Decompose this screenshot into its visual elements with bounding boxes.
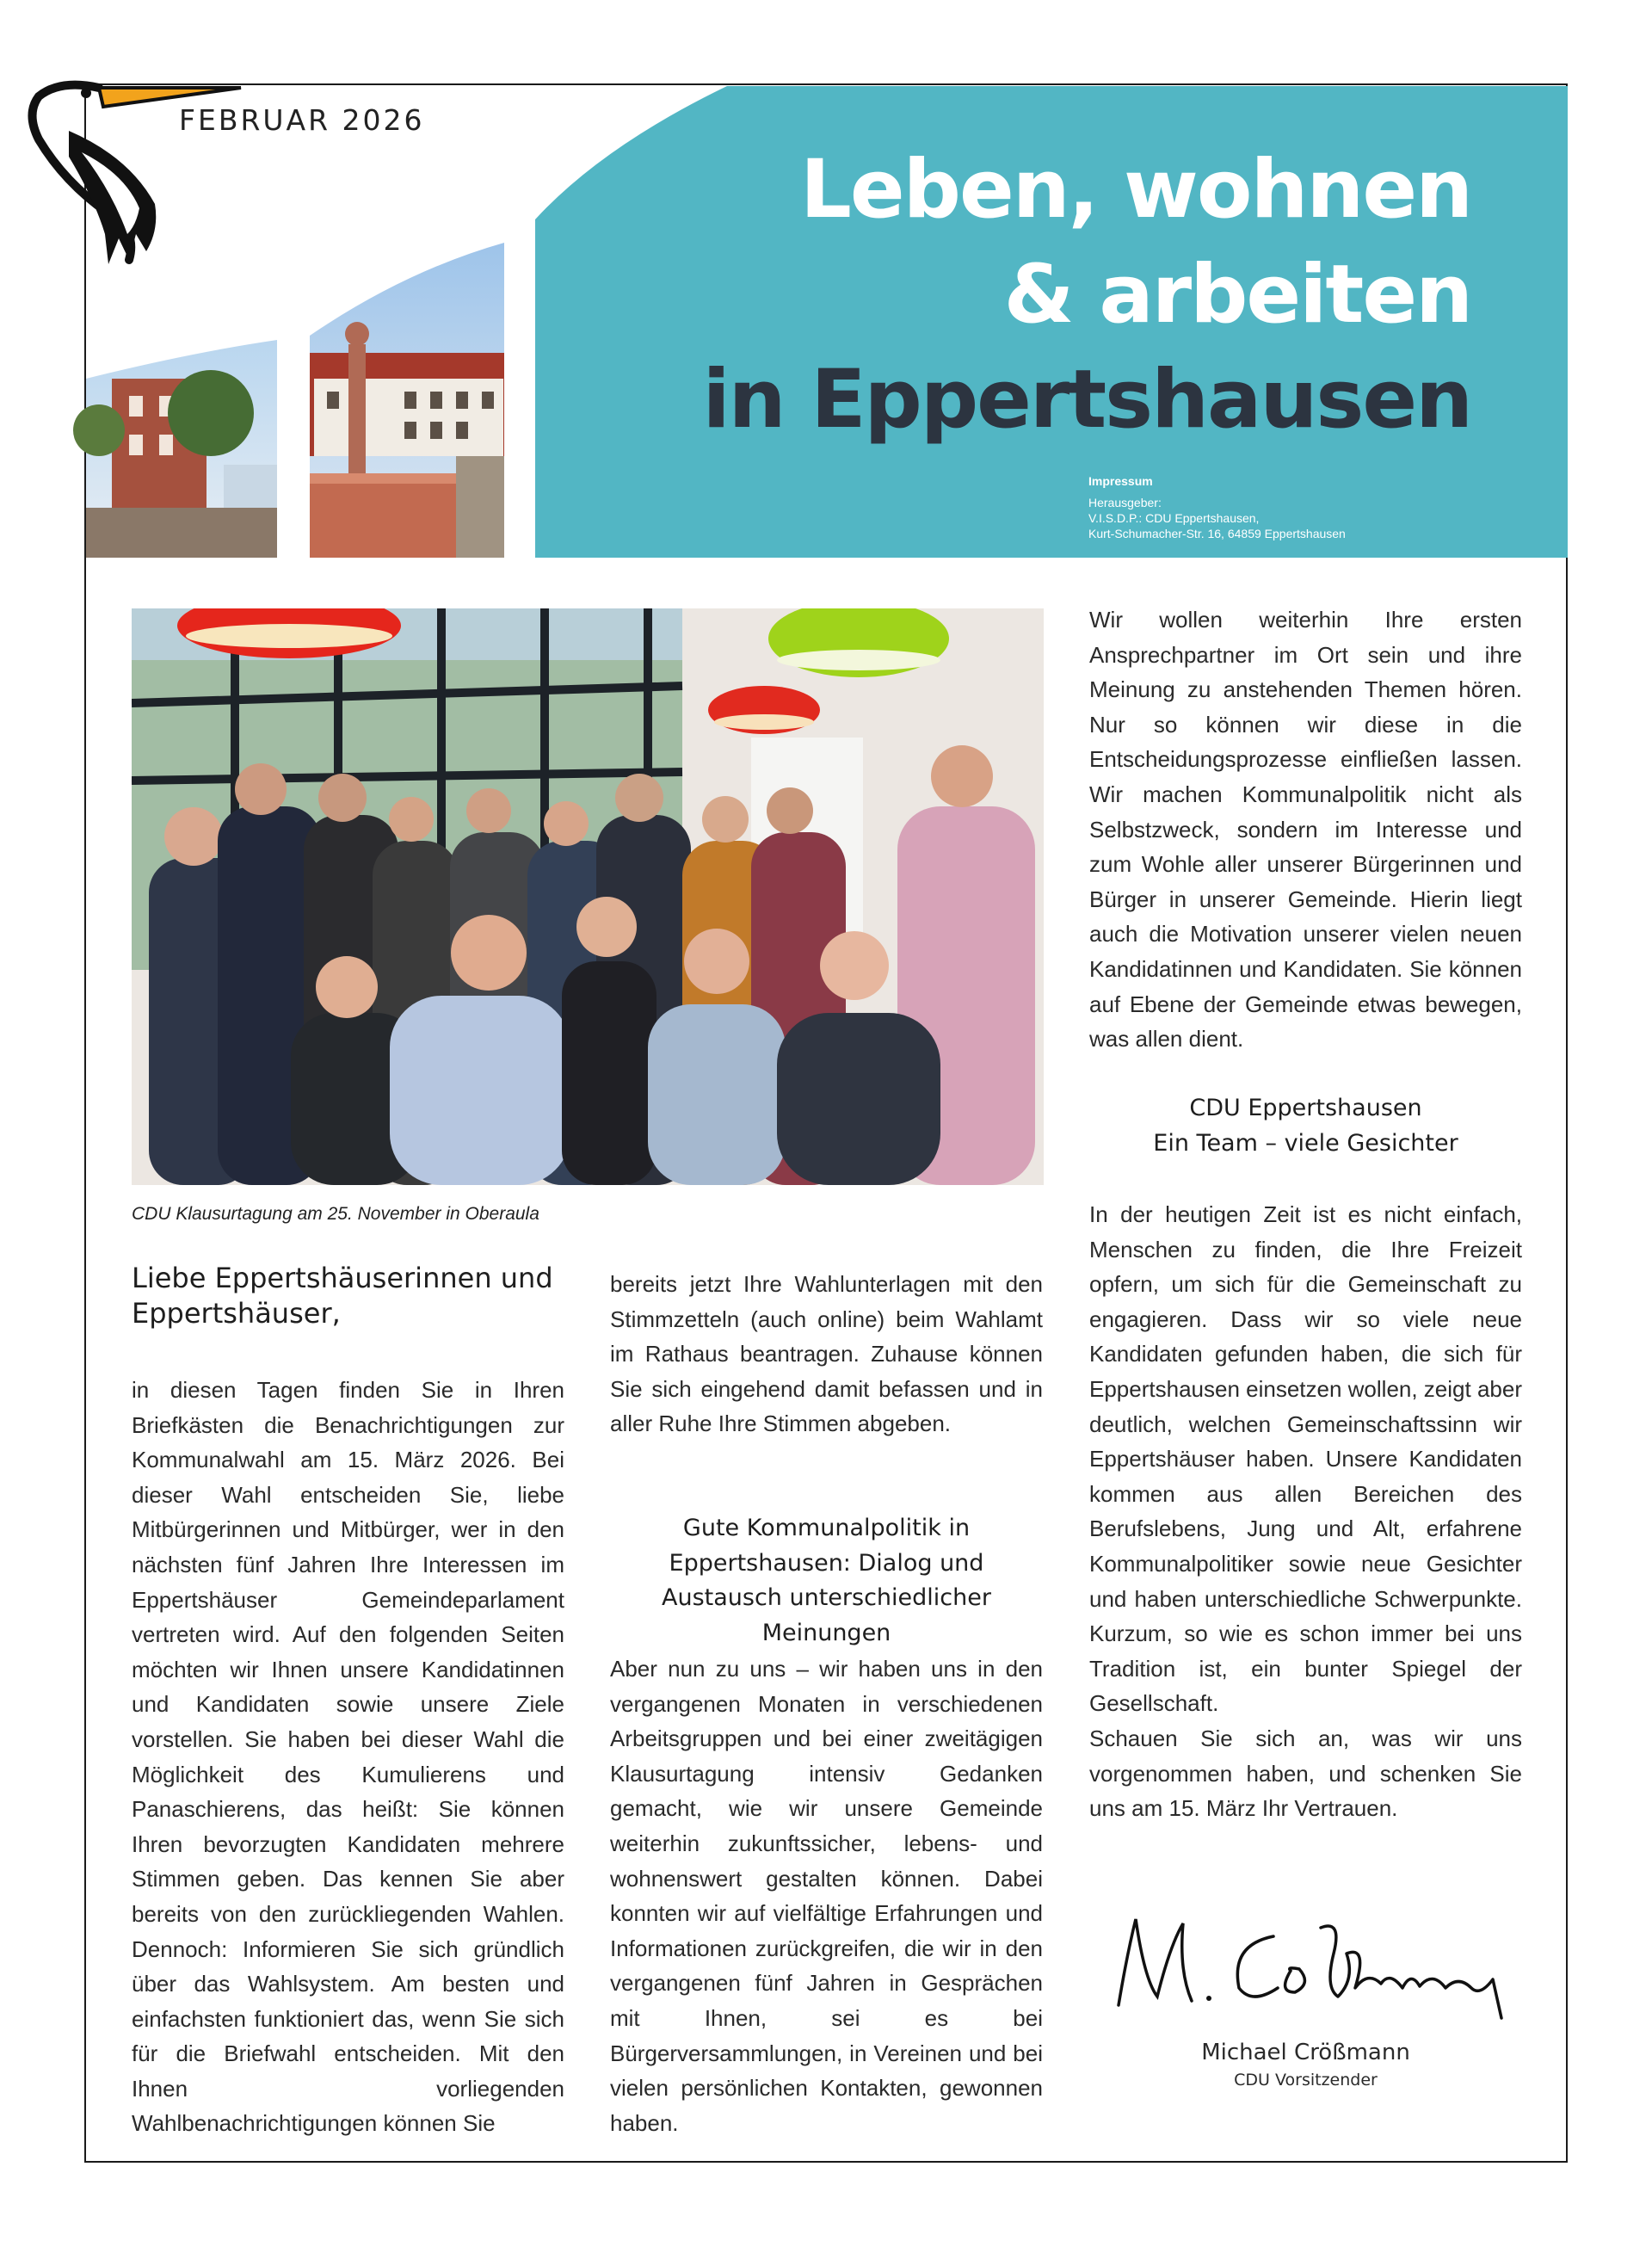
town-photo-right <box>310 243 504 558</box>
impressum <box>1088 473 1346 541</box>
letter-column-1 <box>132 1373 564 2141</box>
signer-name: Michael Crößmann <box>1201 2040 1410 2065</box>
subhead-line: Ein Team – viele Gesichter <box>1153 1129 1458 1157</box>
issue-date: FEBRUAR 2026 <box>179 103 425 137</box>
paragraph: Wir wollen weiterhin Ihre ersten Ansprechpartner im Ort sein und ihre Meinung zu anstehenden Themen hören. Nur so können wir diese in die Entscheidungsprozesse einfließen lassen. Wir machen Kommunalpolitik nicht als Selbstzweck, sondern im Interesse und zum Wohle aller unserer Bürgerinnen und Bürger in unserer Gemeinde. Hierin liegt auch die Motivation unserer vielen neuen Kandidatinnen und Kandidaten. Sie können auf Ebene der Gemeinde etwas bewegen, was allen dient. <box>1089 607 1522 1053</box>
paragraph: In der heutigen Zeit ist es nicht einfach, Menschen zu finden, die Ihre Freizeit opfern, um sich für die Gemeinschaft zu engagieren. Dass wir so viele neue Kandidaten gefunden haben, die sich für Eppertshausen einsetzen wollen, zeigt aber deutlich, welchen Gemeinschaftssinn wir Eppertshäuser haben. Unsere Kandidaten kommen aus allen Bereichen des Berufslebens, Jung und Alt, erfahrene Kommunalpolitiker sowie neue Gesichter und haben unterschiedliche Schwerpunkte. Kurzum, so wie es schon immer bei uns Tradition ist, ein bunter Spiegel der Gesellschaft. <box>1089 1201 1522 1717</box>
town-photo-left <box>73 340 277 558</box>
impressum-title: Impressum <box>1088 474 1153 488</box>
group-photo <box>132 608 1044 1185</box>
impressum-line: V.I.S.D.P.: CDU Eppertshausen, <box>1088 511 1260 525</box>
headline-line-2: & arbeiten <box>1003 248 1471 342</box>
subhead-line: CDU Eppertshausen <box>1189 1095 1422 1121</box>
section-heading: Gute Kommunalpolitik in Eppertshausen: Dialog und Austausch unterschiedlicher Meinungen <box>662 1515 991 1646</box>
headline-line-1: Leben, wohnen <box>800 143 1471 237</box>
letter-column-3 <box>1089 602 1522 1057</box>
letter-column-3c <box>1089 1721 1522 1826</box>
letter-column-3b <box>1089 1197 1522 1721</box>
paragraph: Schauen Sie sich an, was wir uns vorgenommen haben, und schenken Sie uns am 15. März Ihr Vertrauen. <box>1089 1725 1522 1822</box>
section-heading-team <box>1089 1091 1522 1161</box>
letter-greeting: Liebe Eppertshäuserinnen und Eppertshäuser, <box>132 1262 553 1330</box>
headline <box>702 138 1471 453</box>
heron-logo <box>26 53 248 269</box>
signer-role: CDU Vorsitzender <box>1234 2071 1378 2090</box>
paragraph: in diesen Tagen finden Sie in Ihren Briefkästen die Benachrichtigungen zur Kommunalwahl am 15. März 2026. Bei dieser Wahl entscheiden Sie, liebe Mitbürgerinnen und Mitbürger, wer in den nächsten fünf Jahren Ihre Interessen im Eppertshäuser Gemeindeparlament vertreten wird. Auf den folgenden Seiten möchten wir Ihnen unsere Kandidatinnen und Kandidaten sowie unsere Ziele vorstellen. Sie haben bei dieser Wahl die Möglichkeit des Kumulierens und Panaschierens, das heißt: Sie können Ihren bevorzugten Kandidaten mehrere Stimmen geben. Das kennen Sie aber bereits von den zurückliegenden Wahlen. Dennoch: Informieren Sie sich gründlich über das Wahlsystem. Am besten und einfachsten funktioniert das, wenn Sie sich für die Briefwahl entscheiden. Mit den Ihnen vorliegenden Wahlbenachrichtigungen können Sie <box>132 1377 564 2137</box>
paragraph: bereits jetzt Ihre Wahlunterlagen mit den Stimmzetteln (auch online) beim Wahlamt im Rathaus beantragen. Zuhause können Sie sich eingehend damit befassen und in aller Ruhe Ihre Stimmen abgeben. <box>610 1271 1043 1437</box>
letter-column-2 <box>610 1267 1043 1441</box>
impressum-line: Herausgeber: <box>1088 496 1162 509</box>
headline-line-3: in Eppertshausen <box>702 353 1471 447</box>
signature <box>1110 1902 1514 2031</box>
paragraph: Aber nun zu uns – wir haben uns in den vergangenen Monaten in verschiedenen Arbeitsgruppen und bei einer zweitägigen Klausurtagung intensiv Gedanken gemacht, wie wir unsere Gemeinde weiterhin zukunftssicher, lebens- und wohnenswert gestalten können. Dabei konnten wir auf vielfältige Erfahrungen und Informationen zurückgreifen, die wir in den vergangenen fünf Jahren in Gesprächen mit Ihnen, sei es bei Bürgerversammlungen, in Vereinen und bei vielen persönlichen Kontakten, gewonnen haben. <box>610 1656 1043 2136</box>
photo-caption: CDU Klausurtagung am 25. November in Oberaula <box>132 1204 539 1224</box>
impressum-line: Kurt-Schumacher-Str. 16, 64859 Eppertshausen <box>1088 527 1346 540</box>
letter-column-2b <box>610 1651 1043 2140</box>
